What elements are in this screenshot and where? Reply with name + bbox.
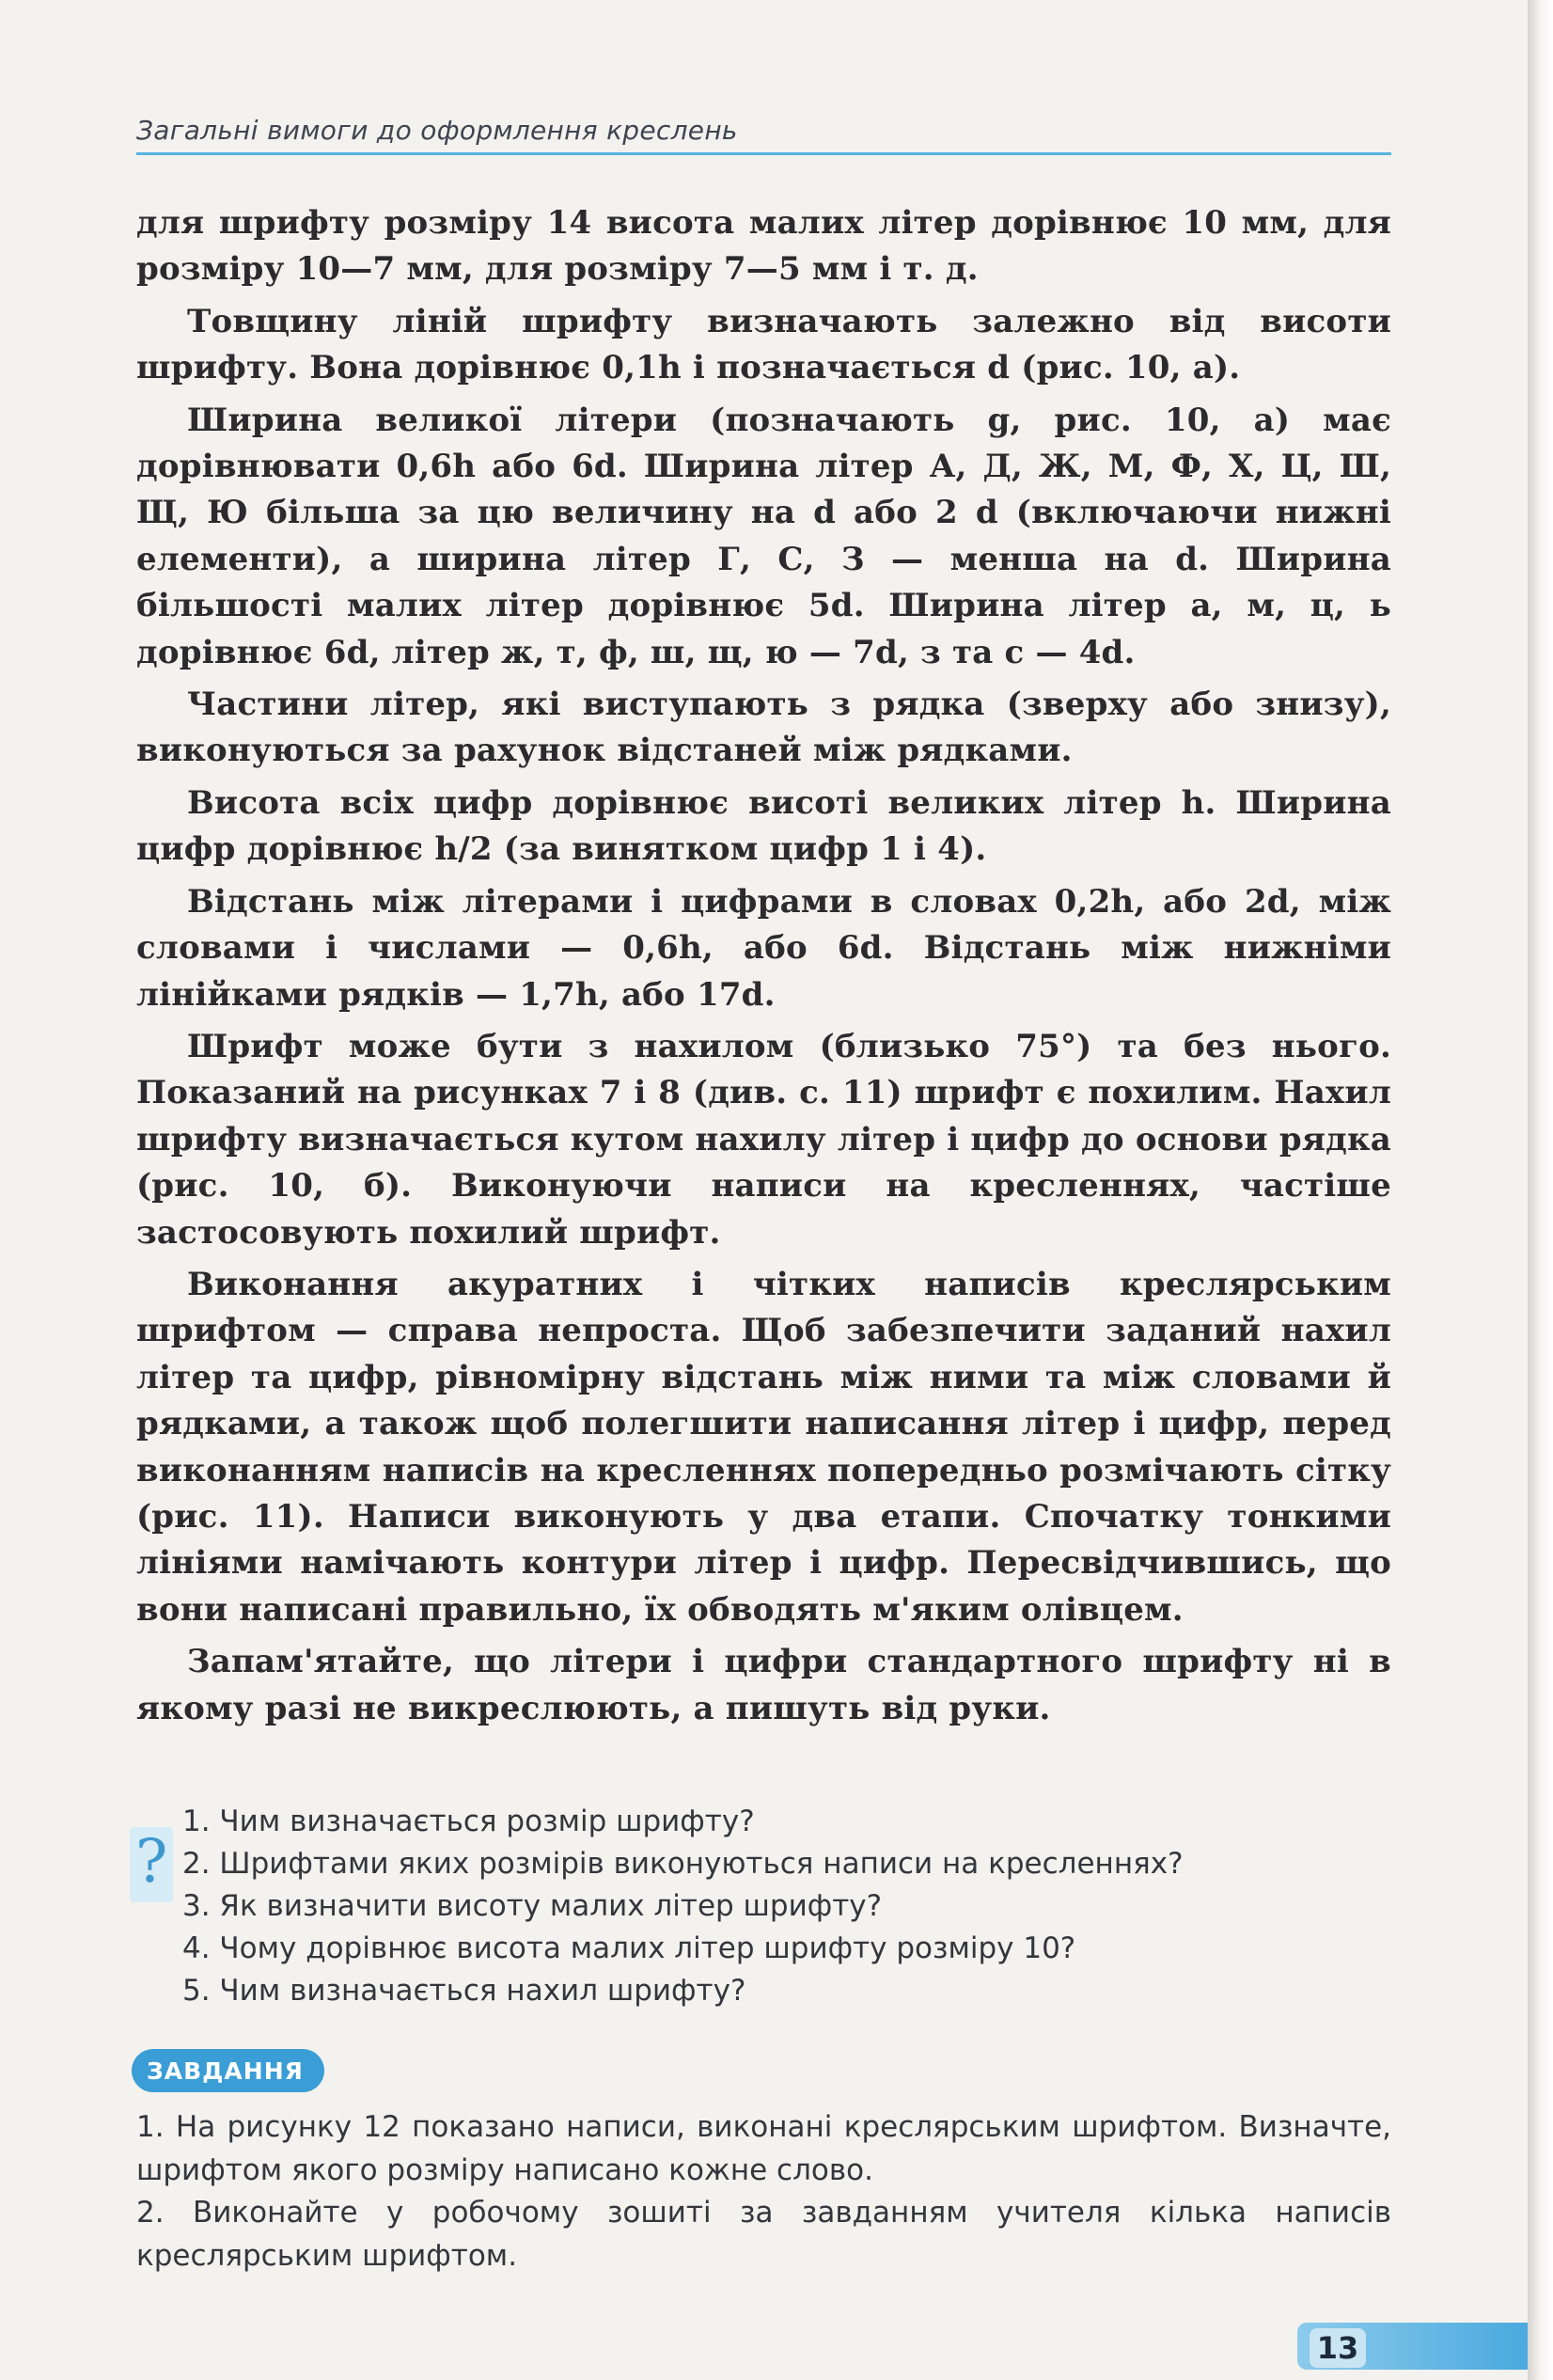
question-list — [182, 1801, 1184, 2012]
question-item: 5. Чим визначається нахил шрифту? — [182, 1974, 746, 2008]
review-questions — [130, 1801, 1399, 2017]
question-item: 2. Шрифтами яких розмірів виконуються написи на кресленнях? — [182, 1847, 1184, 1881]
question-item: 3. Як визначити висоту малих літер шрифту? — [182, 1889, 883, 1923]
paragraph: Відстань між літерами і цифрами в словах 0,2h, або 2d, між словами і числами — 0,6h, або 6d. Відстань між нижніми лінійками рядків — 1,7h, або 17d. — [136, 882, 1391, 1014]
tasks-label: ЗАВДАННЯ — [147, 2057, 304, 2085]
paragraph: для шрифту розміру 14 висота малих літер дорівнює 10 мм, для розміру 10—7 мм, для розміру 7—5 мм і т. д. — [136, 204, 1391, 289]
question-mark-icon — [130, 1827, 173, 1902]
paragraph: Товщину ліній шрифту визначають залежно від висоти шрифту. Вона дорівнює 0,1h і позначається d (рис. 10, а). — [136, 302, 1391, 387]
paragraph: Запам'ятайте, що літери і цифри стандартного шрифту ні в якому разі не викреслюють, а пишуть від руки. — [136, 1643, 1391, 1727]
task-item: 2. Виконайте у робочому зошиті за завданням учителя кілька написів креслярським шрифтом. — [136, 2196, 1391, 2273]
paragraph: Висота всіх цифр дорівнює висоті великих літер h. Ширина цифр дорівнює h/2 (за винятком цифр 1 і 4). — [136, 783, 1391, 869]
paragraph: Ширина великої літери (позначають g, рис. 10, а) має дорівнювати 0,6h або 6d. Ширина літер А, Д, Ж, М, Ф, Х, Ц, Ш, Щ, Ю більша за цю величину на d або 2 d (включаючи нижні елементи), а ширина літер Г, С, З — менша на d. Ширина більшості малих літер дорівнює 5d. Ширина літер а, м, ц, ь дорівнює 6d, літер ж, т, ф, ш, щ, ю — 7d, з та с — 4d. — [136, 401, 1391, 671]
question-item: 1. Чим визначається розмір шрифту? — [182, 1805, 755, 1838]
page-edge — [1528, 0, 1553, 2380]
header-rule — [136, 152, 1391, 155]
task-item: 1. На рисунку 12 показано написи, виконані креслярським шрифтом. Визначте, шрифтом якого розміру написано кожне слово. — [136, 2110, 1391, 2187]
paragraph: Виконання акуратних і чітких написів креслярським шрифтом — справа непроста. Щоб забезпечити заданий нахил літер та цифр, рівномірну відстань між ними та між словами й рядками, а також щоб полегшити написання літер і цифр, перед виконанням написів на кресленнях попередньо розмічають сітку (рис. 11). Написи виконують у два етапи. Спочатку тонкими лініями намічають контури літер і цифр. Пересвідчившись, що вони написані правильно, їх обводять м'яким олівцем. — [136, 1265, 1391, 1629]
tasks-section — [136, 2106, 1391, 2278]
paragraph: Частини літер, які виступають з рядка (зверху або знизу), виконуються за рахунок відстаней між рядками. — [136, 686, 1391, 770]
question-item: 4. Чому дорівнює висота малих літер шрифту розміру 10? — [182, 1931, 1076, 1965]
paragraph: Шрифт може бути з нахилом (близько 75°) та без нього. Показаний на рисунках 7 і 8 (див. с. 11) шрифт є похилим. Нахил шрифту визначається кутом нахилу літер і цифр до основи рядка (рис. 10, б). Виконуючи написи на кресленнях, частіше застосовують похилий шрифт. — [136, 1027, 1391, 1252]
running-header — [136, 115, 1391, 152]
main-text — [136, 200, 1391, 1732]
tasks-label-badge — [132, 2049, 324, 2092]
question-mark-glyph: ? — [135, 1827, 168, 1897]
page-number: 13 — [1310, 2328, 1366, 2368]
running-header-title: Загальні вимоги до оформлення креслень — [136, 115, 738, 146]
